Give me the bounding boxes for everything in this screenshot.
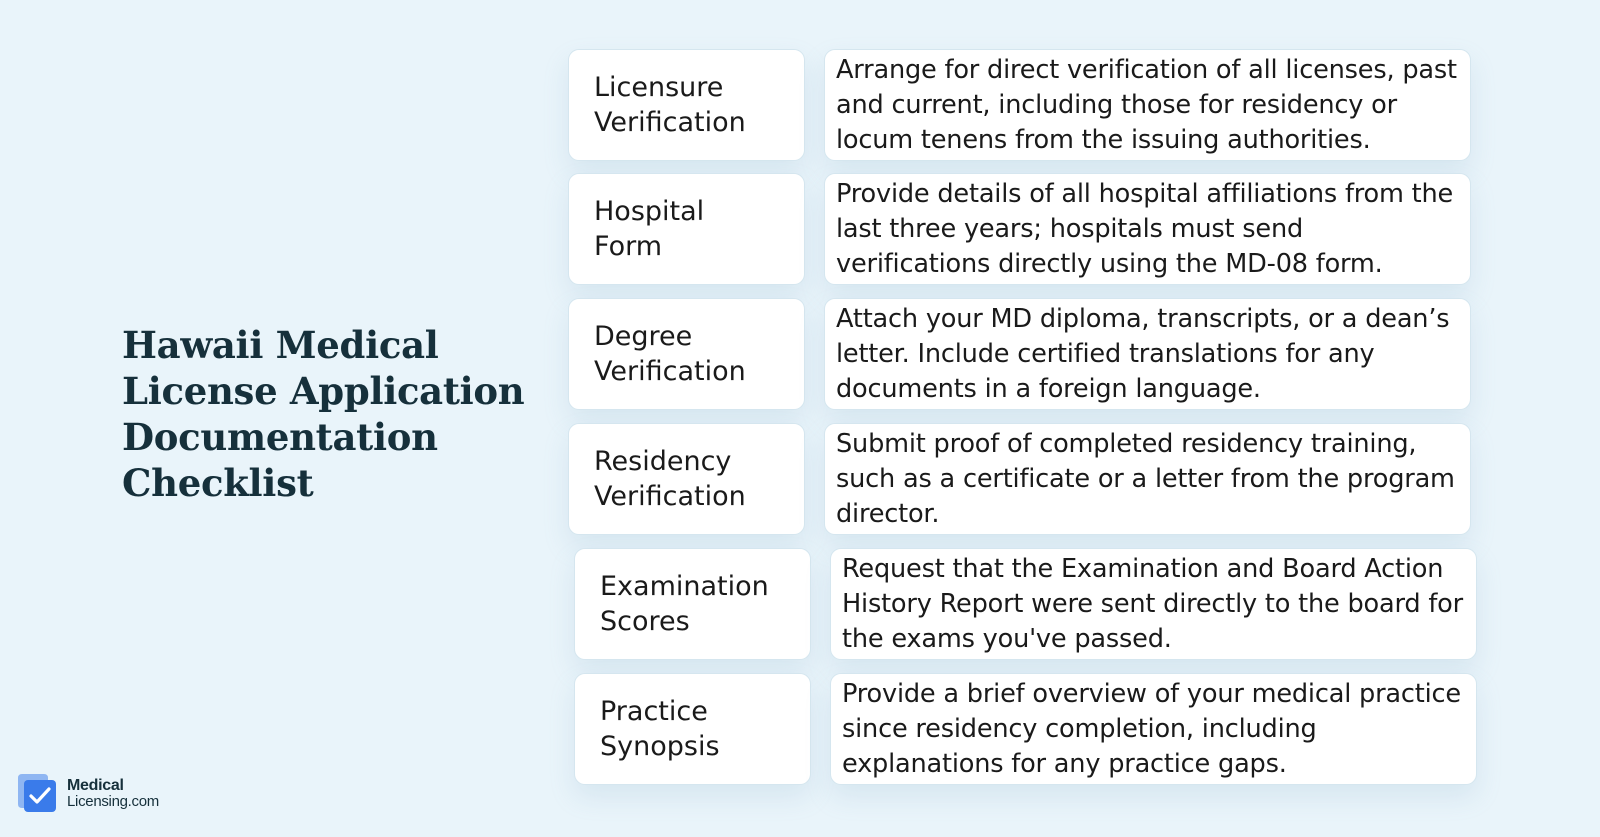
description-card bbox=[824, 173, 1471, 285]
label-card bbox=[568, 173, 805, 285]
label-card bbox=[568, 298, 805, 410]
description-card bbox=[830, 673, 1477, 785]
item-label: Degree Verification bbox=[594, 321, 746, 387]
logo-line-1: Medical bbox=[67, 777, 124, 794]
label-card bbox=[568, 49, 805, 161]
logo-line-2: Licensing.com bbox=[67, 793, 159, 810]
brand-logo bbox=[18, 772, 168, 814]
description-card bbox=[824, 298, 1471, 410]
item-label: Hospital Form bbox=[594, 196, 705, 262]
item-description: Request that the Examination and Board Action History Report were sent directly to the board for the exams you've passed. bbox=[842, 553, 1463, 654]
item-label: Residency Verification bbox=[594, 446, 746, 512]
item-description: Arrange for direct verification of all licenses, past and current, including those for residency or locum tenens from the issuing authorities. bbox=[836, 54, 1457, 155]
item-description: Attach your MD diploma, transcripts, or a dean’s letter. Include certified translations for any documents in a foreign language. bbox=[836, 303, 1450, 404]
checkmark-document-icon bbox=[18, 772, 58, 814]
description-card bbox=[824, 423, 1471, 535]
label-card bbox=[574, 548, 811, 660]
item-description: Provide a brief overview of your medical practice since residency completion, including explanations for any practice gaps. bbox=[842, 678, 1461, 779]
item-description: Submit proof of completed residency training, such as a certificate or a letter from the program director. bbox=[836, 428, 1455, 529]
description-card bbox=[830, 548, 1477, 660]
label-card bbox=[574, 673, 811, 785]
item-label: Examination Scores bbox=[600, 571, 769, 637]
description-card bbox=[824, 49, 1471, 161]
item-description: Provide details of all hospital affiliations from the last three years; hospitals must send verifications directly using the MD-08 form. bbox=[836, 178, 1454, 279]
label-card bbox=[568, 423, 805, 535]
logo-wordmark bbox=[67, 778, 159, 810]
item-label: Practice Synopsis bbox=[600, 696, 720, 762]
item-label: Licensure Verification bbox=[594, 72, 746, 138]
page-title: Hawaii Medical License Application Documentation Checklist bbox=[122, 323, 525, 505]
